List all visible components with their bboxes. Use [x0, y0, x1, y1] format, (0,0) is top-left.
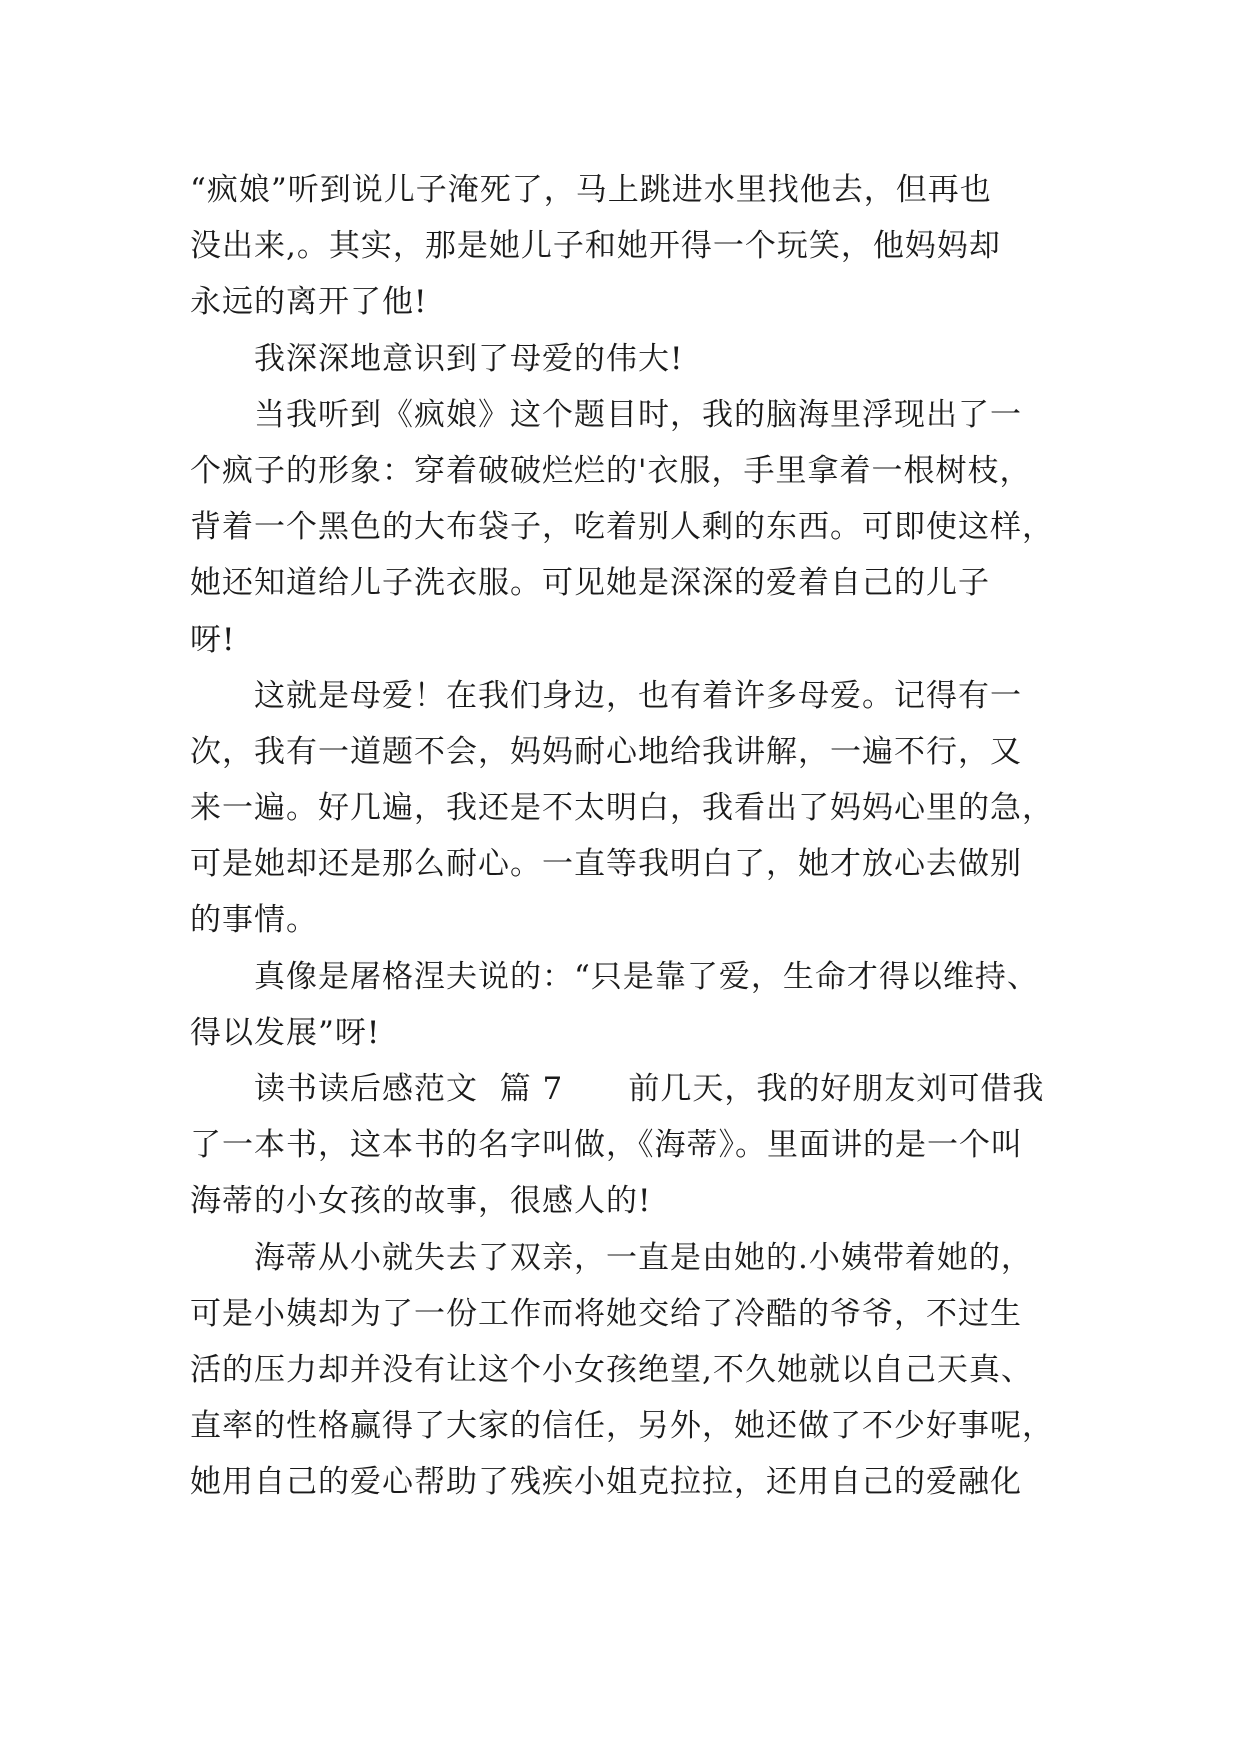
- text-line: 个疯子的形象：穿着破破烂烂的'衣服，手里拿着一根树枝，: [190, 452, 1032, 489]
- text-line: 海蒂从小就失去了双亲，一直是由她的.小姨带着她的，: [254, 1239, 1033, 1276]
- text-line: 我深深地意识到了母爱的伟大!: [254, 340, 684, 377]
- text-line: 她还知道给儿子洗衣服。可见她是深深的爱着自己的儿子: [190, 565, 990, 602]
- text-line: 永远的离开了他!: [190, 284, 428, 321]
- text-line: 读书读后感范文 篇 7 前几天，我的好朋友刘可借我: [254, 1071, 1045, 1107]
- text-line: 活的压力却并没有让这个小女孩绝望,不久她就以自己天真、: [190, 1351, 1033, 1388]
- document-body: [190, 162, 1070, 1511]
- text-line: 当我听到《疯娘》这个题目时，我的脑海里浮现出了一: [254, 396, 1022, 433]
- text-line: 了一本书，这本书的名字叫做，《海蒂》。里面讲的是一个叫: [190, 1127, 1023, 1164]
- text-line: 没出来,。其实，那是她儿子和她开得一个玩笑，他妈妈却: [190, 228, 1001, 265]
- text-line: 直率的性格赢得了大家的信任，另外，她还做了不少好事呢，: [190, 1408, 1054, 1445]
- text-line: 次，我有一道题不会，妈妈耐心地给我讲解，一遍不行，又: [190, 733, 1022, 770]
- text-line: 真像是屠格涅夫说的：“只是靠了爱，生命才得以维持、: [254, 958, 1039, 995]
- text-line: 呀!: [190, 621, 236, 658]
- text-line: 这就是母爱！在我们身边，也有着许多母爱。记得有一: [254, 677, 1022, 714]
- text-line: 可是她却还是那么耐心。一直等我明白了，她才放心去做别: [190, 846, 1022, 883]
- text-line: 海蒂的小女孩的故事，很感人的!: [190, 1183, 652, 1220]
- text-line: 她用自己的爱心帮助了残疾小姐克拉拉，还用自己的爱融化: [190, 1464, 1022, 1501]
- text-line: “疯娘”听到说儿子淹死了，马上跳进水里找他去，但再也: [190, 172, 992, 208]
- text-line: 背着一个黑色的大布袋子，吃着别人剩的东西。可即使这样，: [190, 509, 1054, 546]
- text-line: 的事情。: [190, 902, 318, 939]
- text-line: 得以发展”呀!: [190, 1014, 381, 1051]
- text-line: 可是小姨却为了一份工作而将她交给了冷酷的爷爷，不过生: [190, 1295, 1022, 1332]
- text-line: 来一遍。好几遍，我还是不太明白，我看出了妈妈心里的急，: [190, 790, 1054, 827]
